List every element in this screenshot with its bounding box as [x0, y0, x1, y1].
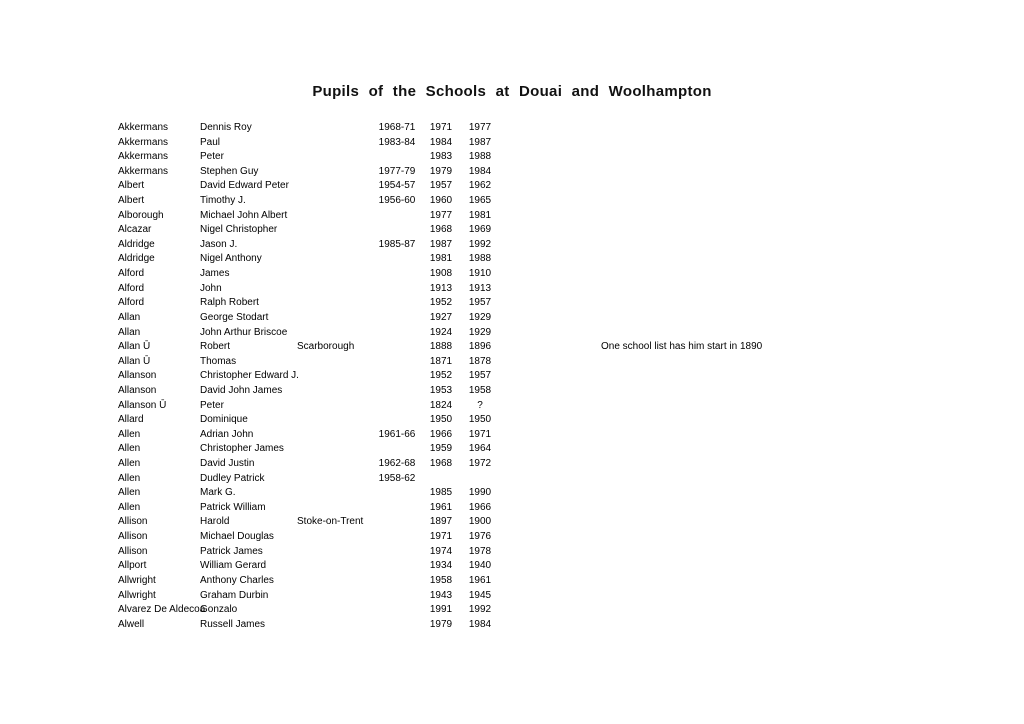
surname-cell: Allard [118, 414, 144, 426]
end-year-cell: 1910 [468, 268, 492, 280]
end-year-cell: 1977 [468, 122, 492, 133]
surname-cell: Allen [118, 487, 141, 499]
table-row [0, 311, 1024, 326]
start-year-cell: 1960 [429, 195, 453, 207]
surname-cell: Albert [118, 195, 145, 207]
note-cell: One school list has him start in 1890 [601, 341, 763, 353]
given-names-cell: Nigel Christopher [200, 224, 278, 236]
table-row [0, 457, 1024, 472]
end-year-cell: 1992 [468, 238, 492, 250]
end-year-cell: 1913 [468, 282, 492, 294]
table-row [0, 486, 1024, 501]
start-year-cell: 1908 [429, 268, 453, 280]
surname-cell: Alwell [118, 618, 145, 630]
table-row [0, 603, 1024, 618]
given-names-cell: Mark G. [200, 487, 236, 499]
start-year-cell: 1952 [429, 297, 453, 309]
end-year-cell: 1878 [468, 355, 492, 367]
table-row [0, 442, 1024, 457]
end-year-cell: 1957 [468, 297, 492, 309]
surname-cell: Allen [118, 443, 141, 455]
table-row [0, 296, 1024, 311]
start-year-cell: 1985 [429, 487, 453, 499]
table-row [0, 413, 1024, 428]
given-names-cell: Harold [200, 516, 230, 528]
given-names-cell: Michael John Albert [200, 209, 288, 221]
table-row [0, 326, 1024, 341]
given-names-cell: Dominique [200, 414, 248, 426]
table-row [0, 194, 1024, 209]
years-range-cell: 1961-66 [378, 428, 416, 440]
table-row [0, 589, 1024, 604]
place-cell: Stoke-on-Trent [297, 516, 364, 528]
place-cell: Scarborough [297, 341, 355, 353]
years-range-cell: 1977-79 [378, 165, 416, 177]
start-year-cell: 1961 [429, 501, 453, 513]
table-row [0, 574, 1024, 589]
start-year-cell: 1977 [429, 209, 453, 221]
given-names-cell: Stephen Guy [200, 165, 259, 177]
given-names-cell: Timothy J. [200, 195, 246, 207]
surname-cell: Allison [118, 531, 148, 543]
table-row [0, 165, 1024, 180]
surname-cell: Allan [118, 311, 141, 323]
end-year-cell: 1896 [468, 341, 492, 353]
surname-cell: Akkermans [118, 136, 169, 148]
years-range-cell: 1954-57 [378, 180, 416, 192]
table-row [0, 545, 1024, 560]
end-year-cell: 1969 [468, 224, 492, 236]
table-row [0, 209, 1024, 224]
surname-cell: Akkermans [118, 122, 169, 133]
given-names-cell: Patrick William [200, 501, 266, 513]
start-year-cell: 1913 [429, 282, 453, 294]
start-year-cell: 1966 [429, 428, 453, 440]
surname-cell: Allison [118, 516, 148, 528]
start-year-cell: 1983 [429, 151, 453, 163]
given-names-cell: Russell James [200, 618, 266, 630]
end-year-cell: 1966 [468, 501, 492, 513]
surname-cell: Allison [118, 545, 148, 557]
given-names-cell: Dudley Patrick [200, 472, 265, 484]
surname-cell: Aldridge [118, 253, 155, 265]
surname-cell: Allan Ū [118, 341, 151, 353]
end-year-cell: 1972 [468, 458, 492, 470]
surname-cell: Alborough [118, 209, 164, 221]
given-names-cell: William Gerard [200, 560, 267, 572]
end-year-cell: 1988 [468, 151, 492, 163]
given-names-cell: Peter [200, 151, 224, 163]
end-year-cell: 1940 [468, 560, 492, 572]
surname-cell: Allen [118, 472, 141, 484]
given-names-cell: Paul [200, 136, 221, 148]
start-year-cell: 1968 [429, 224, 453, 236]
table-row [0, 340, 1024, 355]
end-year-cell: 1961 [468, 574, 492, 586]
surname-cell: Akkermans [118, 165, 169, 177]
table-row [0, 501, 1024, 516]
table-row [0, 150, 1024, 165]
start-year-cell: 1897 [429, 516, 453, 528]
table-row [0, 179, 1024, 194]
given-names-cell: John Arthur Briscoe [200, 326, 288, 338]
start-year-cell: 1927 [429, 311, 453, 323]
start-year-cell: 1888 [429, 341, 453, 353]
start-year-cell: 1958 [429, 574, 453, 586]
start-year-cell: 1979 [429, 165, 453, 177]
surname-cell: Allanson [118, 384, 157, 396]
end-year-cell: 1984 [468, 165, 492, 177]
start-year-cell: 1959 [429, 443, 453, 455]
years-range-cell: 1958-62 [378, 472, 416, 484]
start-year-cell: 1934 [429, 560, 453, 572]
end-year-cell: 1987 [468, 136, 492, 148]
given-names-cell: Patrick James [200, 545, 263, 557]
table-row [0, 355, 1024, 370]
start-year-cell: 1871 [429, 355, 453, 367]
given-names-cell: Peter [200, 399, 224, 411]
given-names-cell: Michael Douglas [200, 531, 274, 543]
surname-cell: Alvarez De Aldecoa [118, 604, 206, 616]
given-names-cell: John [200, 282, 222, 294]
surname-cell: Alford [118, 268, 145, 280]
start-year-cell: 1943 [429, 589, 453, 601]
end-year-cell: ? [477, 399, 483, 411]
surname-cell: Alcazar [118, 224, 152, 236]
start-year-cell: 1974 [429, 545, 453, 557]
table-row [0, 136, 1024, 151]
end-year-cell: 1976 [468, 531, 492, 543]
surname-cell: Allen [118, 458, 141, 470]
given-names-cell: Nigel Anthony [200, 253, 262, 265]
surname-cell: Allan Ū [118, 355, 151, 367]
surname-cell: Allen [118, 428, 141, 440]
table-row [0, 530, 1024, 545]
table-row [0, 472, 1024, 487]
table-row [0, 267, 1024, 282]
given-names-cell: Robert [200, 341, 231, 353]
start-year-cell: 1924 [429, 326, 453, 338]
start-year-cell: 1968 [429, 458, 453, 470]
surname-cell: Alford [118, 297, 145, 309]
surname-cell: Aldridge [118, 238, 155, 250]
table-row [0, 282, 1024, 297]
table-row [0, 369, 1024, 384]
table-row [0, 428, 1024, 443]
table-row [0, 384, 1024, 399]
end-year-cell: 1988 [468, 253, 492, 265]
end-year-cell: 1900 [468, 516, 492, 528]
given-names-cell: David John James [200, 384, 283, 396]
end-year-cell: 1958 [468, 384, 492, 396]
start-year-cell: 1824 [429, 399, 453, 411]
end-year-cell: 1945 [468, 589, 492, 601]
surname-cell: Allan [118, 326, 141, 338]
start-year-cell: 1953 [429, 384, 453, 396]
end-year-cell: 1981 [468, 209, 492, 221]
given-names-cell: George Stodart [200, 311, 269, 323]
end-year-cell: 1990 [468, 487, 492, 499]
years-range-cell: 1968-71 [378, 122, 416, 133]
given-names-cell: Graham Durbin [200, 589, 269, 601]
given-names-cell: David Justin [200, 458, 255, 470]
given-names-cell: Anthony Charles [200, 574, 274, 586]
start-year-cell: 1979 [429, 618, 453, 630]
given-names-cell: James [200, 268, 230, 280]
end-year-cell: 1978 [468, 545, 492, 557]
table-row [0, 252, 1024, 267]
surname-cell: Allanson Ū [118, 399, 167, 411]
table-row [0, 399, 1024, 414]
given-names-cell: Ralph Robert [200, 297, 259, 309]
surname-cell: Alford [118, 282, 145, 294]
end-year-cell: 1957 [468, 370, 492, 382]
table-row [0, 618, 1024, 633]
start-year-cell: 1952 [429, 370, 453, 382]
given-names-cell: David Edward Peter [200, 180, 289, 192]
table-row [0, 223, 1024, 238]
surname-cell: Allen [118, 501, 141, 513]
years-range-cell: 1962-68 [378, 458, 416, 470]
start-year-cell: 1950 [429, 414, 453, 426]
given-names-cell: Adrian John [200, 428, 254, 440]
pupil-list [0, 121, 1024, 632]
start-year-cell: 1971 [429, 531, 453, 543]
end-year-cell: 1929 [468, 326, 492, 338]
given-names-cell: Thomas [200, 355, 237, 367]
end-year-cell: 1950 [468, 414, 492, 426]
start-year-cell: 1991 [429, 604, 453, 616]
end-year-cell: 1971 [468, 428, 492, 440]
start-year-cell: 1981 [429, 253, 453, 265]
given-names-cell: Dennis Roy [200, 122, 252, 133]
years-range-cell: 1983-84 [378, 136, 416, 148]
table-row [0, 238, 1024, 253]
table-row [0, 559, 1024, 574]
years-range-cell: 1956-60 [378, 195, 416, 207]
given-names-cell: Gonzalo [200, 604, 238, 616]
table-row [0, 121, 1024, 136]
years-range-cell: 1985-87 [378, 238, 416, 250]
end-year-cell: 1929 [468, 311, 492, 323]
start-year-cell: 1957 [429, 180, 453, 192]
surname-cell: Albert [118, 180, 145, 192]
end-year-cell: 1984 [468, 618, 492, 630]
start-year-cell: 1984 [429, 136, 453, 148]
given-names-cell: Christopher James [200, 443, 284, 455]
surname-cell: Allwright [118, 574, 156, 586]
end-year-cell: 1964 [468, 443, 492, 455]
end-year-cell: 1962 [468, 180, 492, 192]
end-year-cell: 1965 [468, 195, 492, 207]
page-title: Pupils of the Schools at Douai and Woolhampton [312, 83, 712, 100]
given-names-cell: Christopher Edward J. [200, 370, 299, 382]
surname-cell: Allport [118, 560, 147, 572]
start-year-cell: 1971 [429, 122, 453, 133]
surname-cell: Allwright [118, 589, 156, 601]
given-names-cell: Jason J. [200, 238, 238, 250]
end-year-cell: 1992 [468, 604, 492, 616]
surname-cell: Akkermans [118, 151, 169, 163]
surname-cell: Allanson [118, 370, 157, 382]
table-row [0, 515, 1024, 530]
start-year-cell: 1987 [429, 238, 453, 250]
